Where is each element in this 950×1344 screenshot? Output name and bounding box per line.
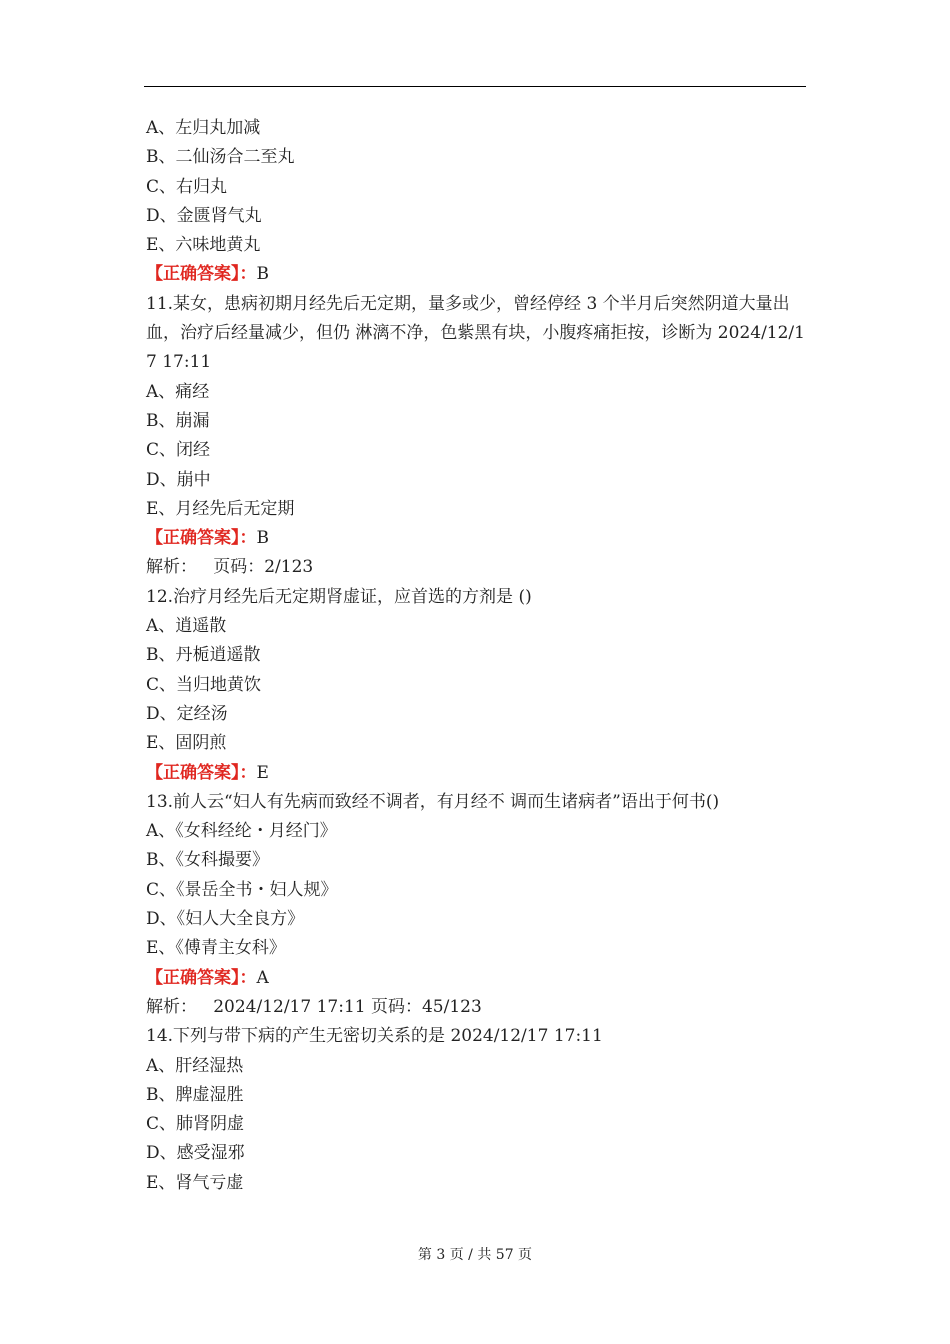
option-c: C、右归丸 [146,176,228,197]
answer-separator: ： [239,762,257,783]
page-footer: 第 3 页 / 共 57 页 [417,1247,533,1263]
header-rule [144,86,806,87]
page-content [146,114,806,1198]
analysis: 解析： 页码：2/123 [146,557,314,578]
option-a: A、《女科经纶・月经门》 [146,821,337,842]
answer-separator: ： [239,967,257,988]
option-a: A、痛经 [146,381,210,402]
option-a: A、逍遥散 [146,616,227,637]
answer-label: 【正确答案】 [146,264,240,285]
answer-separator: ： [239,264,257,285]
question-text: 13.前人云“妇人有先病而致经不调者，有月经不 调而生诸病者”语出于何书() [146,791,720,812]
answer-label: 【正确答案】 [146,762,240,783]
question-10 [146,114,806,290]
option-c: C、《景岳全书・妇人规》 [146,879,338,900]
correct-answer [146,759,806,788]
answer-value: E [256,762,269,783]
option-b: B、脾虚湿胜 [146,1084,244,1105]
analysis: 解析： 2024/12/17 17:11 页码：45/123 [146,996,482,1017]
answer-value: B [256,528,269,549]
option-e: E、六味地黄丸 [146,235,261,256]
option-b: B、崩漏 [146,410,210,431]
question-text: 14.下列与带下病的产生无密切关系的是 2024/12/17 17:11 [146,1026,603,1047]
option-d: D、金匮肾气丸 [146,205,262,226]
question-12 [146,583,806,788]
option-c: C、当归地黄饮 [146,674,262,695]
question-14 [146,1022,806,1198]
option-b: B、二仙汤合二至丸 [146,147,295,168]
question-text: 11.某女，患病初期月经先后无定期，量多或少，曾经停经 3 个半月后突然阴道大量出血，治疗后经量减少，但仍 淋漓不净，色紫黑有块，小腹疼痛拒按，诊断为 2024/12/17 17:11 [146,293,805,373]
option-a: A、左归丸加减 [146,118,261,138]
answer-value: B [256,264,269,285]
option-d: D、定经汤 [146,703,228,724]
answer-separator: ： [239,528,257,549]
option-c: C、肺肾阴虚 [146,1114,245,1135]
answer-value: A [256,967,269,988]
option-d: D、感受湿邪 [146,1143,245,1164]
option-e: E、《傅青主女科》 [146,938,286,959]
correct-answer [146,524,806,553]
answer-label: 【正确答案】 [146,528,240,549]
correct-answer [146,964,806,993]
question-text: 12.治疗月经先后无定期肾虚证，应首选的方剂是 () [146,586,532,607]
question-13 [146,788,806,1022]
question-11 [146,290,806,583]
correct-answer [146,260,806,289]
option-e: E、肾气亏虚 [146,1172,244,1193]
option-c: C、闭经 [146,440,211,461]
option-d: D、《妇人大全良方》 [146,909,305,930]
option-b: B、《女科撮要》 [146,850,269,871]
answer-label: 【正确答案】 [146,967,240,988]
option-e: E、月经先后无定期 [146,498,295,519]
option-a: A、肝经湿热 [146,1055,244,1076]
option-d: D、崩中 [146,469,211,490]
option-b: B、丹栀逍遥散 [146,645,261,666]
option-e: E、固阴煎 [146,733,227,754]
